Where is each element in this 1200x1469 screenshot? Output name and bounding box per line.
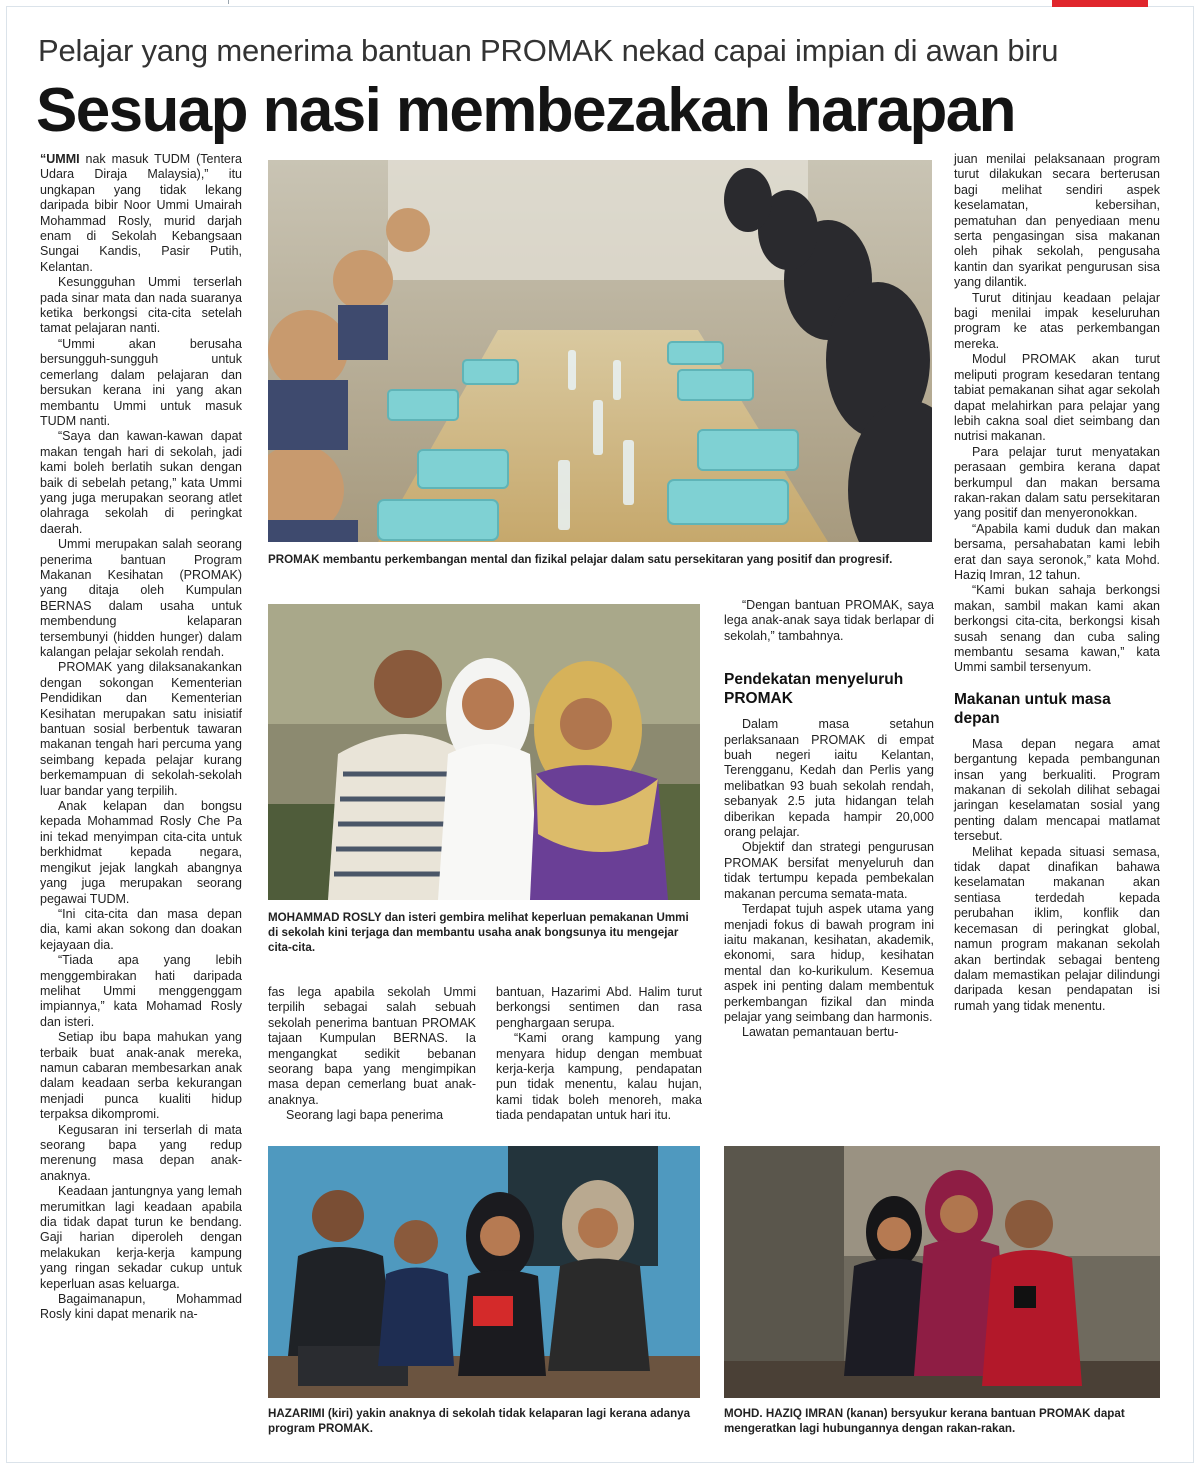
- photo-hazarimi-family: [268, 1146, 700, 1398]
- body-paragraph: “Kami bukan sahaja berkongsi makan, sambil makan kami akan berkongsi cita-cita, berkongsi kisah susah senang dan cuba saling membantu sesama kawan,” kata Ummi sambil tersenyum.: [954, 583, 1160, 675]
- photo-caption: MOHD. HAZIQ IMRAN (kanan) bersyukur kerana bantuan PROMAK dapat mengeratkan lagi hubungannya dengan rakan-rakan.: [724, 1407, 1125, 1435]
- subheading: Makanan untuk masa depan: [954, 690, 1111, 727]
- body-paragraph: Turut ditinjau keadaan pelajar bagi menilai impak keseluruhan program ke atas perkembangan mereka.: [954, 290, 1160, 351]
- lead-text: nak masuk TUDM (Tentera Udara Diraja Malaysia),” itu ungkapan yang tidak lekang daripada bibir Noor Ummi Umairah Mohammad Rosly, murid darjah enam di Sekolah Kebangsaan Sungai Kandis, Pasir Putih, Kelantan.: [40, 152, 242, 274]
- article-kicker: Pelajar yang menerima bantuan PROMAK nekad capai impian di awan biru: [38, 33, 1059, 68]
- body-paragraph: Keadaan jantungnya yang lemah merumitkan lagi keadaan apabila dia tidak dapat turun ke bendang. Gaji harian diperoleh dengan melakukan kerja-kerja kampung yang ringan sekadar cukup untuk keperluan asas keluarga.: [40, 1184, 242, 1291]
- body-paragraph: Melihat kepada situasi semasa, tidak dapat dinafikan bahawa keselamatan makanan akan sentiasa terdedah kepada perubahan iklim, konflik dan kecemasan di peringkat global, namun program makanan sekolah akan bertindak sebagai benteng dalam memastikan pelajar dilindungi daripada kesan pendapatan isi rumah yang tidak menentu.: [954, 844, 1160, 1013]
- article-headline: Sesuap nasi membezakan harapan: [36, 76, 1015, 145]
- body-column-1: [40, 152, 242, 1323]
- body-paragraph: Modul PROMAK akan turut meliputi program kesedaran tentang tabiat pemakanan sihat agar sekolah dapat melahirkan para pelajar yang lebih cakna soal diet seimbang dan nutrisi makanan.: [954, 352, 1160, 444]
- photo-lunch-table: [268, 160, 932, 542]
- body-paragraph: “Dengan bantuan PROMAK, saya lega anak-anak saya tidak berlapar di sekolah,” tambahnya.: [724, 598, 934, 643]
- subheading: Pendekatan menyeluruh PROMAK: [724, 671, 904, 708]
- body-paragraph: Objektif dan strategi pengurusan PROMAK bersifat menyeluruh dan tidak tertumpu kepada pembekalan makanan percuma semata-mata.: [724, 840, 934, 901]
- body-paragraph: Masa depan negara amat bergantung kepada pembangunan insan yang berkualiti. Program makanan di sekolah dilihat sebagai jaringan keselamatan sosial yang penting dalam mencapai matlamat tersebut.: [954, 736, 1160, 844]
- section-color-bar: [1052, 0, 1148, 7]
- body-column-2b: [496, 985, 702, 1124]
- body-paragraph: Kesungguhan Ummi terserlah pada sinar mata dan nada suaranya ketika berkongsi cita-cita setelah tamat pelajaran nanti.: [40, 275, 242, 336]
- photo-caption: MOHAMMAD ROSLY dan isteri gembira melihat keperluan pemakanan Ummi di sekolah kini terjaga dan membantu usaha anak bongsunya itu mengejar cita-cita.: [268, 911, 689, 954]
- body-paragraph: “Apabila kami duduk dan makan bersama, persahabatan kami lebih erat dan saya seronok,” kata Mohd. Haziq Imran, 12 tahun.: [954, 521, 1160, 582]
- body-paragraph: Para pelajar turut menyatakan perasaan gembira kerana dapat berkumpul dan makan bersama rakan-rakan dalam satu persekitaran yang positif dan menyeronokkan.: [954, 444, 1160, 521]
- photo-caption: HAZARIMI (kiri) yakin anaknya di sekolah tidak kelaparan lagi kerana adanya program PROMAK.: [268, 1407, 691, 1435]
- body-paragraph: fas lega apabila sekolah Ummi terpilih sebagai salah sebuah sekolah penerima bantuan PROMAK tajaan Kumpulan BERNAS. Ia mengangkat sedikit bebanan seorang bapa yang mengimpikan masa depan cemerlang buat anak-anaknya.: [268, 985, 476, 1107]
- lead-paragraph: [40, 152, 242, 275]
- dropcap-word: “UMMI: [40, 152, 80, 166]
- body-column-4: [954, 152, 1160, 1014]
- photo-caption: PROMAK membantu perkembangan mental dan fizikal pelajar dalam satu persekitaran yang positif dan progresif.: [268, 553, 893, 566]
- body-paragraph: PROMAK yang dilaksanakankan dengan sokongan Kementerian Pendidikan dan Kementerian Kesihatan merupakan satu inisiatif bantuan sosial berbentuk tawaran makanan tengah hari percuma yang seimbang kepada pelajar kurang berkemampuan di sekolah-sekolah luar bandar yang terpilih.: [40, 660, 242, 798]
- photo-rosly-family: [268, 604, 700, 900]
- column-tick: [228, 0, 229, 4]
- body-paragraph: “Tiada apa yang lebih menggembirakan hati daripada melihat Ummi menggenggam impiannya,” kata Mohamad Rosly dan isteri.: [40, 953, 242, 1029]
- body-paragraph: Seorang lagi bapa penerima: [286, 1108, 444, 1123]
- body-paragraph: “Kami orang kampung yang menyara hidup dengan membuat kerja-kerja kampung, pendapatan pun tidak menentu, kalau hujan, kami tidak boleh menoreh, maka tiada pendapatan untuk hari itu.: [496, 1031, 702, 1123]
- body-paragraph: “Saya dan kawan-kawan dapat makan tengah hari di sekolah, jadi kami boleh berlatih sukan dengan baik di sebelah petang,” kata Ummi yang juga merupakan seorang atlet olahraga sekolah di peringkat daerah.: [40, 429, 242, 536]
- body-paragraph: Anak kelapan dan bongsu kepada Mohammad Rosly Che Pa ini tekad menyimpan cita-cita untuk berkhidmat kepada negara, mengikut jejak langkah abangnya yang juga merupakan seorang pegawai TUDM.: [40, 799, 242, 906]
- hazarimi-family-illustration: [268, 1146, 700, 1398]
- body-paragraph: Bagaimanapun, Mohammad Rosly kini dapat menarik na-: [40, 1292, 242, 1322]
- body-paragraph: bantuan, Hazarimi Abd. Halim turut berkongsi sentimen dan rasa penghargaan serupa.: [496, 985, 702, 1030]
- body-paragraph: Ummi merupakan salah seorang penerima bantuan Program Makanan Kesihatan (PROMAK) yang ditaja oleh Kumpulan BERNAS dalam usaha untuk membendung kelaparan tersembunyi (hidden hunger) dalam kalangan pelajar sekolah rendah.: [40, 537, 242, 659]
- body-paragraph: Setiap ibu bapa mahukan yang terbaik buat anak-anak mereka, namun cabaran membesarkan anak dalam keadaan serba kekurangan menjadi punca kualiti hidup terpaksa dikompromi.: [40, 1030, 242, 1122]
- body-paragraph: juan menilai pelaksanaan program turut dilakukan secara berterusan bagi melihat sendiri aspek keselamatan, kebersihan, pematuhan dan penyediaan menu serta pengasingan sisa makanan oleh pihak sekolah, pengusaha kantin dan syarikat pengurusan sisa yang dilantik.: [954, 152, 1160, 290]
- lunch-table-illustration: [268, 160, 932, 542]
- body-column-2a: [268, 985, 476, 1124]
- body-paragraph: “Ummi akan berusaha bersungguh-sungguh untuk cemerlang dalam pelajaran dan bersukan kerana ini yang akan membantu Ummi untuk masuk TUDM nanti.: [40, 336, 242, 428]
- body-paragraph: Lawatan pemantauan bertu-: [742, 1025, 899, 1040]
- body-column-3: [724, 598, 934, 1041]
- photo-haziq-family: [724, 1146, 1160, 1398]
- body-paragraph: Dalam masa setahun perlaksanaan PROMAK di empat buah negeri iaitu Kelantan, Terengganu, Kedah dan Perlis yang melibatkan 93 buah sekolah rendah, sebanyak 2.5 juta hidangan telah diberikan kepada hampir 20,000 orang pelajar.: [724, 717, 934, 840]
- body-paragraph: “Ini cita-cita dan masa depan dia, kami akan sokong dan doakan kejayaan dia.: [40, 906, 242, 952]
- haziq-family-illustration: [724, 1146, 1160, 1398]
- body-paragraph: Kegusaran ini terserlah di mata seorang bapa yang redup merenung masa depan anak-anaknya.: [40, 1122, 242, 1183]
- family-portrait-illustration: [268, 604, 700, 900]
- body-paragraph: Terdapat tujuh aspek utama yang menjadi fokus di bawah program ini iaitu makanan, kesihatan, akademik, ekonomi, sara hidup, kesihatan mental dan ko-kurikulum. Kesemua aspek ini penting dalam membentuk perkembangan fizikal dan minda pelajar yang seimbang dan harmonis.: [724, 902, 934, 1024]
